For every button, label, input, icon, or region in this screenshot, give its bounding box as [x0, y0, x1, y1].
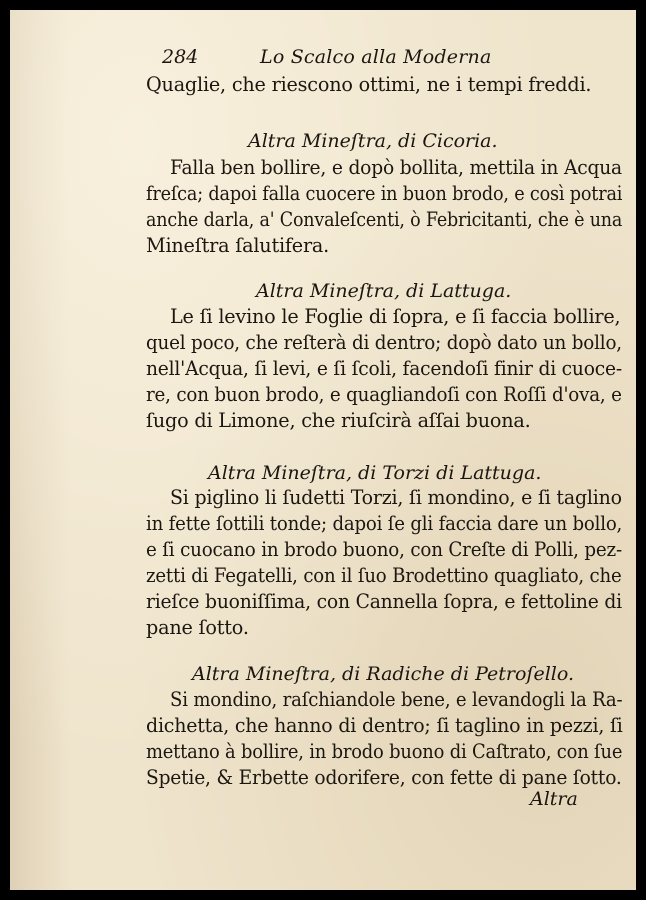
section-line: Si mondino, raſchiandole bene, e levandogli la Ra- [170, 688, 623, 711]
section-line: freſca; dapoi falla cuocere in buon brodo, e così potrai [146, 182, 623, 205]
section-line: Mineſtra ſalutifera. [146, 234, 330, 257]
section-heading-petrosello: Altra Mineſtra, di Radiche di Petroſello. [192, 663, 574, 685]
section-line: ſugo di Limone, che riuſcirà aſſai buona. [146, 409, 531, 432]
section-line: zetti di Fegatelli, con il ſuo Brodettino quagliato, che [146, 564, 622, 587]
section-line: quel poco, che reſterà di dentro; dopò dato un bollo, [146, 331, 622, 354]
section-line: nell'Acqua, ſi levi, e ſi ſcoli, facendoſi finir di cuoce- [146, 357, 622, 380]
page-number: 284 [162, 46, 199, 68]
section-line: dichetta, che hanno di dentro; ſi taglino in pezzi, ſi [146, 714, 623, 737]
section-line: Le ſi levino le Foglie di ſopra, e ſi faccia bollire, [170, 305, 621, 328]
page-text [10, 10, 636, 890]
section-line: in fette ſottili tonde; dapoi ſe gli faccia dare un bollo, [146, 512, 623, 535]
section-line: rieſce buoniſſima, con Cannella ſopra, e fettoline di [146, 590, 622, 613]
section-line: pane ſotto. [146, 616, 249, 639]
section-line: re, con buon brodo, e quagliandoſi con Roſſi d'ova, e [146, 383, 622, 406]
intro-line: Quaglie, che riescono ottimi, ne i tempi freddi. [146, 73, 592, 96]
section-line: Falla ben bollire, e dopò bollita, mettila in Acqua [170, 156, 622, 179]
section-line: Si piglino li ſudetti Torzi, ſi mondino, e ſi taglino [170, 486, 622, 509]
book-page [10, 10, 636, 890]
section-heading-cicoria: Altra Mineſtra, di Cicoria. [248, 130, 498, 152]
section-line: mettano à bollire, in brodo buono di Caſtrato, con ſue [146, 740, 623, 763]
section-heading-lattuga: Altra Mineſtra, di Lattuga. [256, 280, 512, 302]
section-heading-torzi: Altra Mineſtra, di Torzi di Lattuga. [208, 462, 542, 484]
section-line: e ſi cuocano in brodo buono, con Creſte di Polli, pez- [146, 538, 622, 561]
section-line: anche darla, a' Convaleſcenti, ò Febricitanti, che è una [146, 208, 623, 231]
running-title: Lo Scalco alla Moderna [260, 46, 492, 68]
catchword: Altra [530, 788, 578, 810]
section-line: Spetie, & Erbette odorifere, con fette di pane ſotto. [146, 766, 622, 789]
